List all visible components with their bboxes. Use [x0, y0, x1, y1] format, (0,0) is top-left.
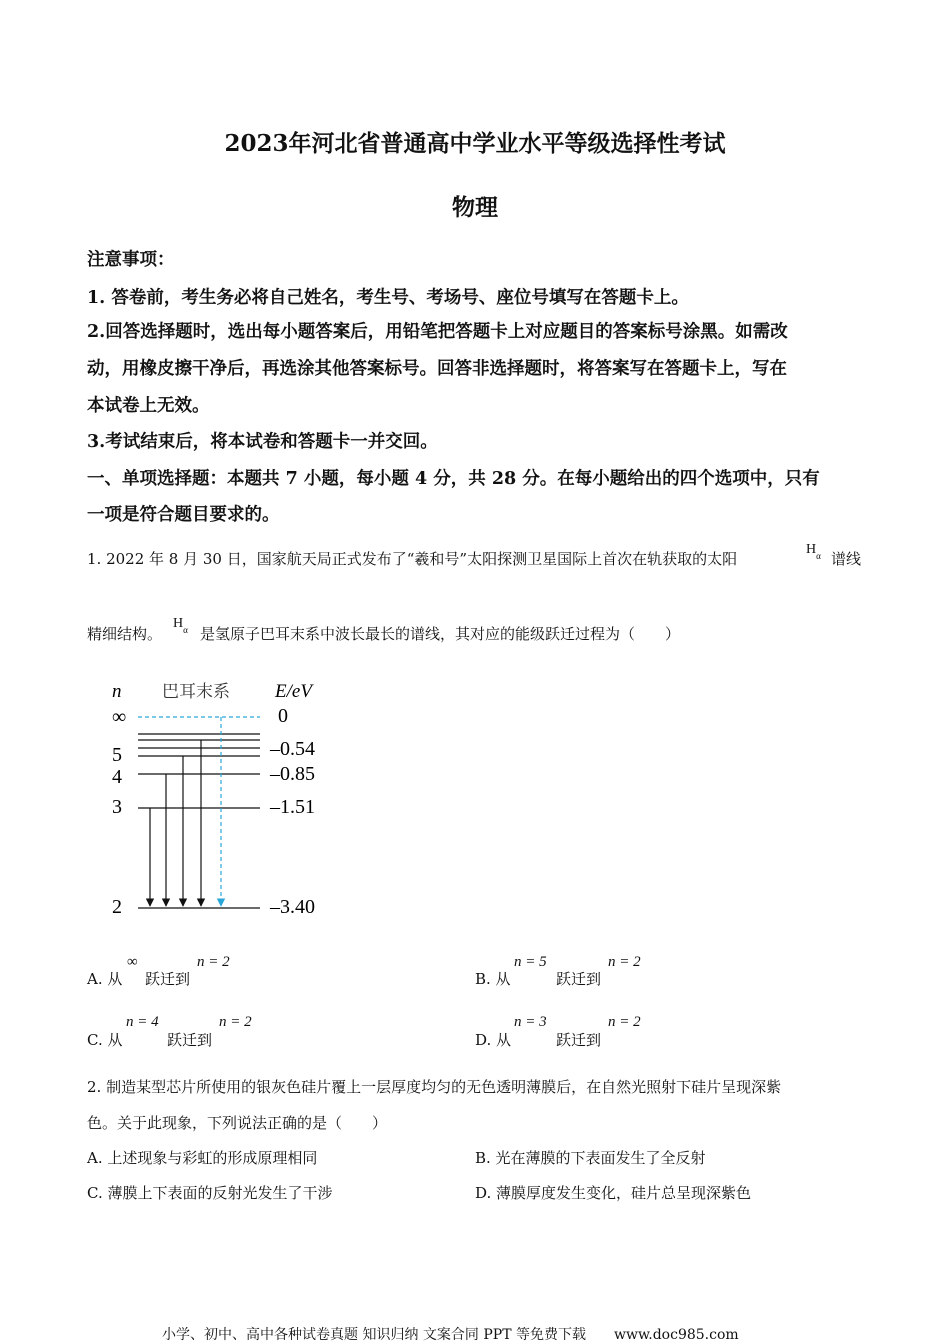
energy-2: –3.40 [270, 896, 315, 918]
energy-level-diagram [100, 670, 360, 925]
notes-item: 2.回答选择题时，选出每小题答案后，用铅笔把答题卡上对应题目的答案标号涂黑。如需改 [87, 322, 788, 342]
notes-item: 1. 答卷前，考生务必将自己姓名，考生号、考场号、座位号填写在答题卡上。 [87, 288, 689, 308]
question-1-text-2: 精细结构。 [87, 625, 163, 643]
level-n-inf: ∞ [112, 706, 127, 728]
option-c-to: n = 2 [219, 1014, 252, 1030]
option-a-to: n = 2 [197, 954, 230, 970]
section-heading-cont: 一项是符合题目要求的。 [87, 505, 280, 525]
energy-3: –1.51 [270, 796, 315, 818]
energy-5: –0.54 [270, 738, 315, 760]
option-c-mid: 跃迁到 [167, 1031, 213, 1049]
h-alpha-symbol: $H_\alpha$ [173, 616, 188, 635]
level-n-4: 4 [112, 766, 122, 788]
q2-option-a: A. 上述现象与彩虹的形成原理相同 [87, 1149, 318, 1167]
q2-option-b: B. 光在薄膜的下表面发生了全反射 [475, 1149, 706, 1167]
question-1-text: 1. 2022 年 8 月 30 日，国家航天局正式发布了“羲和号”太阳探测卫星国际上首次在轨获取的太阳 [87, 550, 738, 568]
h-alpha-symbol: $H_\alpha$ [806, 542, 821, 561]
option-b-prefix: B. 从 [475, 970, 511, 988]
page-footer: 小学、初中、高中各种试卷真题 知识归纳 文案合同 PPT 等免费下载 www.doc985.com [162, 1327, 739, 1343]
notes-item: 动，用橡皮擦干净后，再选涂其他答案标号。回答非选择题时，将答案写在答题卡上，写在 [87, 359, 787, 379]
n-axis-label: n [112, 681, 122, 702]
energy-axis-label: E/eV [275, 681, 312, 702]
option-d-prefix: D. 从 [475, 1031, 512, 1049]
energy-4: –0.85 [270, 763, 315, 785]
option-a-mid: 跃迁到 [145, 970, 191, 988]
question-1-text-end: 谱线 [831, 550, 862, 568]
option-a-prefix: A. 从 [87, 970, 123, 988]
page-title: 2023年河北省普通高中学业水平等级选择性考试 [224, 130, 726, 157]
energy-inf: 0 [278, 705, 288, 727]
notes-heading: 注意事项： [87, 250, 175, 270]
option-a-from: ∞ [127, 954, 138, 970]
level-n-5: 5 [112, 744, 122, 766]
balmer-series-label: 巴耳末系 [162, 682, 230, 702]
question-2-text-2: 色。关于此现象，下列说法正确的是（ ） [87, 1114, 388, 1132]
q2-option-c: C. 薄膜上下表面的反射光发生了干涉 [87, 1184, 333, 1202]
level-n-2: 2 [112, 896, 122, 918]
option-b-to: n = 2 [608, 954, 641, 970]
question-2-text: 2. 制造某型芯片所使用的银灰色硅片覆上一层厚度均匀的无色透明薄膜后，在自然光照射下硅片呈现深紫 [87, 1078, 782, 1096]
option-d-to: n = 2 [608, 1014, 641, 1030]
option-d-mid: 跃迁到 [556, 1031, 602, 1049]
question-1-text-2-end: 是氢原子巴耳末系中波长最长的谱线，其对应的能级跃迁过程为（ ） [200, 625, 681, 643]
option-b-mid: 跃迁到 [556, 970, 602, 988]
option-b-from: n = 5 [514, 954, 547, 970]
subject-title: 物理 [452, 194, 498, 221]
level-n-3: 3 [112, 796, 122, 818]
notes-item: 本试卷上无效。 [87, 396, 210, 416]
q2-option-d: D. 薄膜厚度发生变化，硅片总呈现深紫色 [475, 1184, 752, 1202]
notes-item: 3.考试结束后，将本试卷和答题卡一并交回。 [87, 432, 438, 452]
option-c-from: n = 4 [126, 1014, 159, 1030]
section-heading: 一、单项选择题：本题共 7 小题，每小题 4 分，共 28 分。在每小题给出的四个选项中，只有 [87, 469, 820, 489]
option-c-prefix: C. 从 [87, 1031, 123, 1049]
option-d-from: n = 3 [514, 1014, 547, 1030]
